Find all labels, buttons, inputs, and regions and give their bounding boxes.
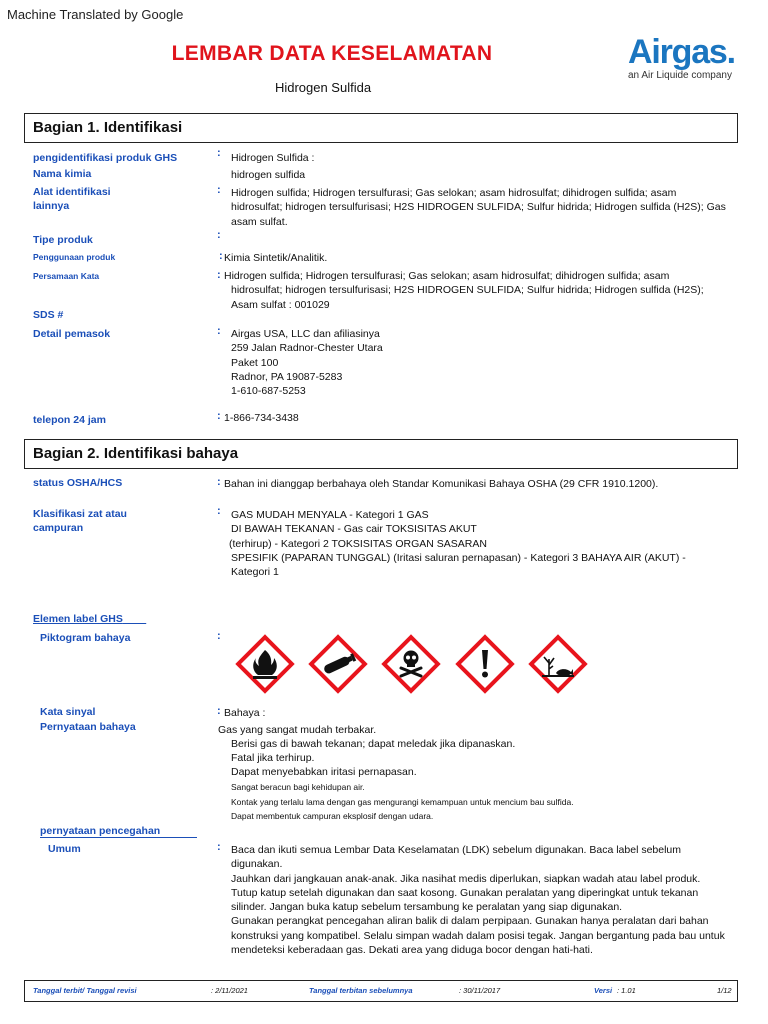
colon: : bbox=[217, 841, 221, 853]
osha-status-value: Bahan ini dianggap berbahaya oleh Standar Komunikasi Bahaya OSHA (29 CFR 1910.1200). bbox=[224, 478, 659, 490]
synonyms-label: Persamaan Kata bbox=[33, 271, 100, 281]
flame-icon bbox=[234, 633, 296, 695]
classification-value bbox=[231, 508, 731, 579]
colon: : bbox=[217, 505, 221, 517]
issue-date-value: : 2/11/2021 bbox=[211, 986, 248, 995]
hazard-statements-value bbox=[231, 737, 515, 766]
hazard-statements-value bbox=[218, 723, 376, 737]
text-line: hidrosulfat; hidrogen tersulfurisasi; H2S HIDROGEN SULFIDA; Sulfur hidrida; Hidrogen sulfida (H2S); Gas bbox=[231, 201, 726, 214]
text-line: Kategori 1 bbox=[231, 566, 279, 579]
previous-issue-value: : 30/11/2017 bbox=[459, 986, 501, 995]
text-line: mendeteksi keberadaan gas. Dekati area yang diduga bocor dengan hati-hati. bbox=[231, 944, 593, 957]
classification-label-line: Klasifikasi zat atau bbox=[33, 508, 127, 520]
text-line: 259 Jalan Radnor-Chester Utara bbox=[231, 342, 383, 355]
document-subtitle: Hidrogen Sulfida bbox=[274, 80, 372, 95]
section-2-title: Bagian 2. Identifikasi bahaya bbox=[33, 445, 239, 462]
hazard-line: Kontak yang terlalu lama dengan gas mengurangi kemampuan untuk mencium bau sulfida. bbox=[231, 797, 574, 807]
phone-24h-value: 1-866-734-3438 bbox=[224, 412, 299, 424]
text-line: SPESIFIK (PAPARAN TUNGGAL) (Iritasi saluran pernapasan) - Kategori 3 BAHAYA AIR (AKUT) - bbox=[231, 551, 686, 564]
text-line: Baca dan ikuti semua Lembar Data Keselamatan (LDK) sebelum digunakan. Baca label sebelum digunakan. bbox=[231, 844, 682, 871]
text-line: Hidrogen sulfida; Hidrogen tersulfurasi; Gas selokan; asam hidrosulfat; dihidrogen sulfida; asam bbox=[231, 187, 677, 199]
general-label: Umum bbox=[48, 843, 81, 855]
classification-label bbox=[33, 507, 127, 535]
page-number: 1/12 bbox=[717, 986, 732, 995]
section-2-header bbox=[24, 439, 738, 469]
signal-word-label: Kata sinyal bbox=[40, 706, 96, 718]
text-line: Paket 100 bbox=[231, 356, 279, 369]
colon: : bbox=[217, 476, 221, 488]
hazard-statements-value bbox=[231, 765, 417, 779]
text-line: Gunakan perangkat pencegahan aliran balik di dalam perpipaan. Gunakan hanya peralatan dari bahan bbox=[231, 915, 709, 928]
hazard-line: Dapat menyebabkan iritasi pernapasan. bbox=[231, 766, 417, 778]
machine-translated-note: Machine Translated by Google bbox=[7, 7, 184, 22]
text-line: Hidrogen sulfida; Hidrogen tersulfurasi; Gas selokan; asam hidrosulfat; dihidrogen sulfida; asam bbox=[224, 270, 670, 282]
issue-date-label: Tanggal terbit/ Tanggal revisi bbox=[33, 986, 137, 995]
colon: : bbox=[217, 630, 221, 642]
document-title: LEMBAR DATA KESELAMATAN bbox=[171, 42, 493, 65]
text-line: hidrosulfat; hidrogen tersulfurisasi; H2S HIDROGEN SULFIDA; Sulfur hidrida; Hidrogen sulfida (H2S); bbox=[231, 284, 704, 297]
version-label: Versi bbox=[594, 986, 613, 995]
hazard-line: Dapat membentuk campuran eksplosif dengan udara. bbox=[231, 811, 434, 821]
ghs-label-elements-heading bbox=[33, 612, 146, 626]
text-line: Asam sulfat : 001029 bbox=[231, 298, 330, 311]
colon: : bbox=[219, 250, 223, 262]
text-line: Airgas USA, LLC dan afiliasinya bbox=[231, 328, 380, 340]
signal-word-value: Bahaya : bbox=[224, 707, 266, 719]
text-line: 1-610-687-5253 bbox=[231, 385, 306, 398]
section-1-header bbox=[24, 113, 738, 143]
logo-tagline: an Air Liquide company bbox=[628, 70, 732, 81]
pictogram-label: Piktogram bahaya bbox=[40, 632, 131, 644]
hazard-line: Berisi gas di bawah tekanan; dapat meledak jika dipanaskan. bbox=[231, 738, 516, 750]
text-line: Jauhkan dari jangkauan anak-anak. Jika nasihat medis diperlukan, siapkan wadah atau label produk. bbox=[231, 872, 701, 885]
previous-issue-label: Tanggal terbitan sebelumnya bbox=[309, 986, 413, 995]
hazard-line: Gas yang sangat mudah terbakar. bbox=[218, 724, 377, 736]
other-identifier-value bbox=[231, 186, 726, 229]
supplier-details-label: Detail pemasok bbox=[33, 328, 111, 340]
hazard-statements-value bbox=[231, 796, 574, 808]
osha-status-label: status OSHA/HCS bbox=[33, 477, 123, 489]
text-line: GAS MUDAH MENYALA - Kategori 1 GAS bbox=[231, 509, 429, 521]
other-identifier-label-line: lainnya bbox=[33, 200, 70, 212]
text-line: silinder. Jangan buka katup sebelum tersambung ke peralatan yang siap digunakan. bbox=[231, 901, 623, 914]
precautionary-statements-heading: pernyataan pencegahan bbox=[40, 825, 197, 838]
chemical-name-label: Nama kimia bbox=[33, 168, 92, 180]
hazard-line: Sangat beracun bagi kehidupan air. bbox=[231, 782, 365, 792]
phone-24h-label: telepon 24 jam bbox=[33, 414, 106, 426]
colon: : bbox=[217, 229, 221, 241]
colon: : bbox=[217, 184, 221, 196]
product-type-label: Tipe produk bbox=[33, 234, 93, 246]
hazard-statements-value bbox=[231, 781, 365, 793]
text-line: Tutup katup setelah digunakan dan saat kosong. Gunakan peralatan yang diperingkat untuk tekanan bbox=[231, 886, 699, 899]
hazard-statements-label: Pernyataan bahaya bbox=[40, 721, 136, 733]
environment-icon bbox=[527, 633, 589, 695]
colon: : bbox=[217, 410, 221, 422]
page-footer bbox=[24, 980, 738, 1002]
version-value: : 1.01 bbox=[617, 986, 636, 995]
gas-cylinder-icon bbox=[307, 633, 369, 695]
colon: : bbox=[217, 705, 221, 717]
logo-wordmark: Airgas. bbox=[628, 33, 735, 71]
ghs-identifier-value: Hidrogen Sulfida : bbox=[231, 152, 315, 164]
ghs-label-elements-text: Elemen label GHS bbox=[33, 613, 123, 625]
colon: : bbox=[217, 147, 221, 159]
colon: : bbox=[217, 325, 221, 337]
hazard-line: Fatal jika terhirup. bbox=[231, 752, 315, 765]
text-line: Radnor, PA 19087-5283 bbox=[231, 370, 343, 383]
text-line: konstruksi yang kompatibel. Selalu simpan wadah dalam posisi tegak. Jangan bergantung pada bau untuk bbox=[231, 929, 725, 942]
colon: : bbox=[217, 269, 221, 281]
ghs-identifier-label: pengidentifikasi produk GHS bbox=[33, 152, 178, 164]
classification-label-line: campuran bbox=[33, 522, 84, 534]
supplier-details-value bbox=[231, 327, 383, 398]
text-line: DI BAWAH TEKANAN - Gas cair TOKSISITAS AKUT bbox=[231, 523, 477, 536]
text-line: asam sulfat. bbox=[231, 215, 288, 228]
airgas-logo bbox=[628, 35, 740, 81]
text-line: (terhirup) - Kategori 2 TOKSISITAS ORGAN SASARAN bbox=[229, 537, 487, 550]
synonyms-value bbox=[224, 269, 724, 312]
skull-crossbones-icon bbox=[380, 633, 442, 695]
other-identifier-label-line: Alat identifikasi bbox=[33, 186, 111, 198]
other-identifier-label bbox=[33, 185, 111, 213]
product-use-label: Penggunaan produk bbox=[33, 252, 116, 262]
sds-number-label: SDS # bbox=[33, 309, 64, 321]
exclamation-icon bbox=[454, 633, 516, 695]
section-1-title: Bagian 1. Identifikasi bbox=[33, 119, 183, 136]
general-precautions-value bbox=[231, 843, 731, 957]
hazard-statements-value bbox=[231, 810, 433, 822]
product-use-value: Kimia Sintetik/Analitik. bbox=[224, 252, 328, 264]
chemical-name-value: hidrogen sulfida bbox=[231, 169, 306, 181]
